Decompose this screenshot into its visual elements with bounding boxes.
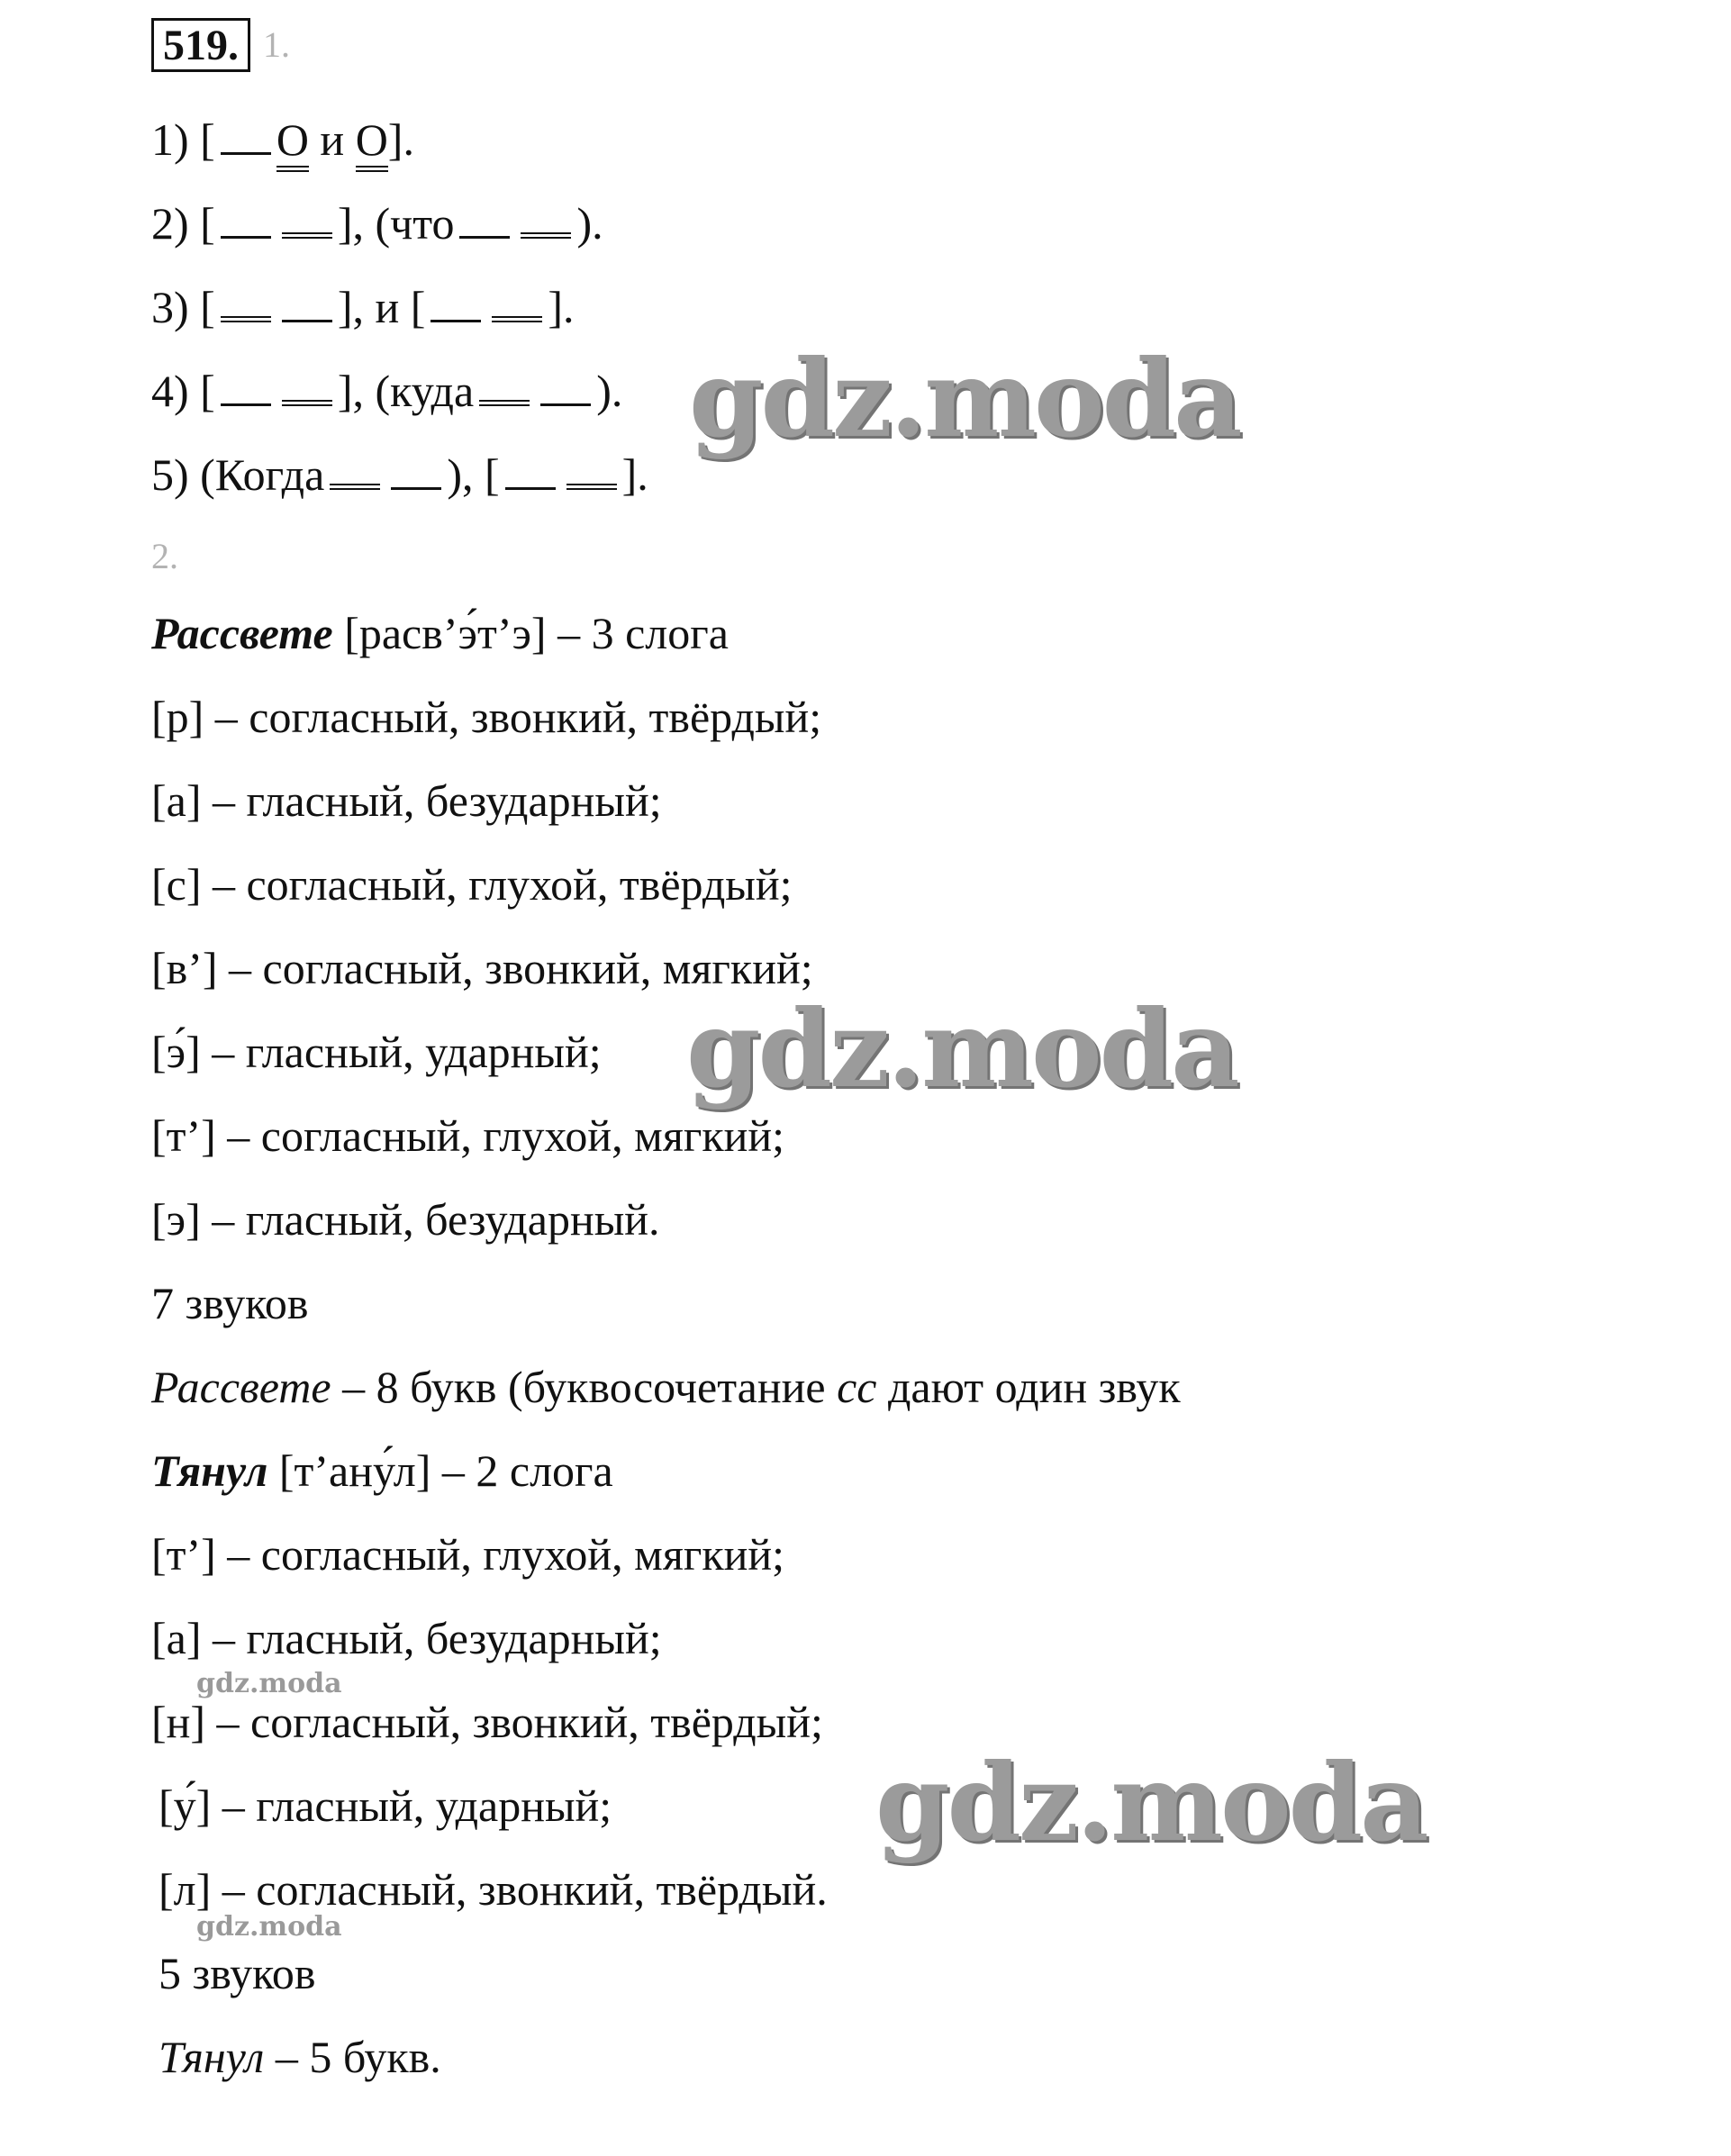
word1-letter-count: Рассвете – 8 букв (буквосочетание сс дают один звук — [151, 1362, 1181, 1412]
scheme-4: 4) [ ], (куда ). — [151, 366, 623, 416]
scheme-3: 3) [ ], и [ ]. — [151, 282, 575, 332]
word2-sound-3: [н] – согласный, звонкий, твёрдый; — [151, 1697, 823, 1747]
word1-transcription: [расв’э́т’э] – 3 слога — [332, 608, 729, 658]
watermark-small-1: gdz.moda — [196, 1668, 342, 1699]
word2-sound-count: 5 звуков — [159, 1948, 316, 1998]
watermark-2: gdz.moda — [686, 986, 1237, 1111]
word1-sound-2: [а] – гласный, безударный; — [151, 775, 662, 826]
word1-sound-1: [р] – согласный, звонкий, твёрдый; — [151, 692, 822, 742]
watermark-small-2: gdz.moda — [196, 1911, 342, 1943]
part-2-label: 2. — [151, 536, 178, 576]
part-1-label: 1. — [263, 24, 290, 65]
scheme-1: 1) [ О и О]. — [151, 113, 414, 167]
scheme-2: 2) [ ], (что ). — [151, 198, 603, 249]
word2-header — [151, 1444, 613, 1498]
word2-sound-5: [л] – согласный, звонкий, твёрдый. — [159, 1864, 828, 1915]
watermark-3: gdz.moda — [875, 1740, 1427, 1865]
task-header — [151, 18, 290, 72]
word1-sound-count: 7 звуков — [151, 1278, 309, 1328]
word1-header — [151, 606, 729, 660]
word2-sound-2: [а] – гласный, безударный; — [151, 1613, 662, 1663]
word1-sound-4: [в’] – согласный, звонкий, мягкий; — [151, 943, 813, 993]
word1-title: Рассвете — [151, 608, 333, 658]
watermark-1: gdz.moda — [689, 336, 1240, 461]
word1-sound-7: [э] – гласный, безударный. — [151, 1194, 660, 1245]
word2-sound-1: [т’] – согласный, глухой, мягкий; — [151, 1529, 785, 1580]
word2-title: Тянул — [151, 1445, 268, 1496]
task-number: 519. — [151, 18, 250, 72]
word1-sound-6: [т’] – согласный, глухой, мягкий; — [151, 1110, 785, 1161]
word2-transcription: [т’ану́л] – 2 слога — [267, 1445, 613, 1496]
scheme-5: 5) (Когда ), [ ]. — [151, 449, 648, 500]
word1-sound-5: [э́] – гласный, ударный; — [151, 1027, 602, 1077]
word1-sound-3: [с] – согласный, глухой, твёрдый; — [151, 859, 793, 910]
word2-sound-4: [у́] – гласный, ударный; — [159, 1780, 612, 1831]
word2-letter-count: Тянул – 5 букв. — [159, 2032, 441, 2082]
